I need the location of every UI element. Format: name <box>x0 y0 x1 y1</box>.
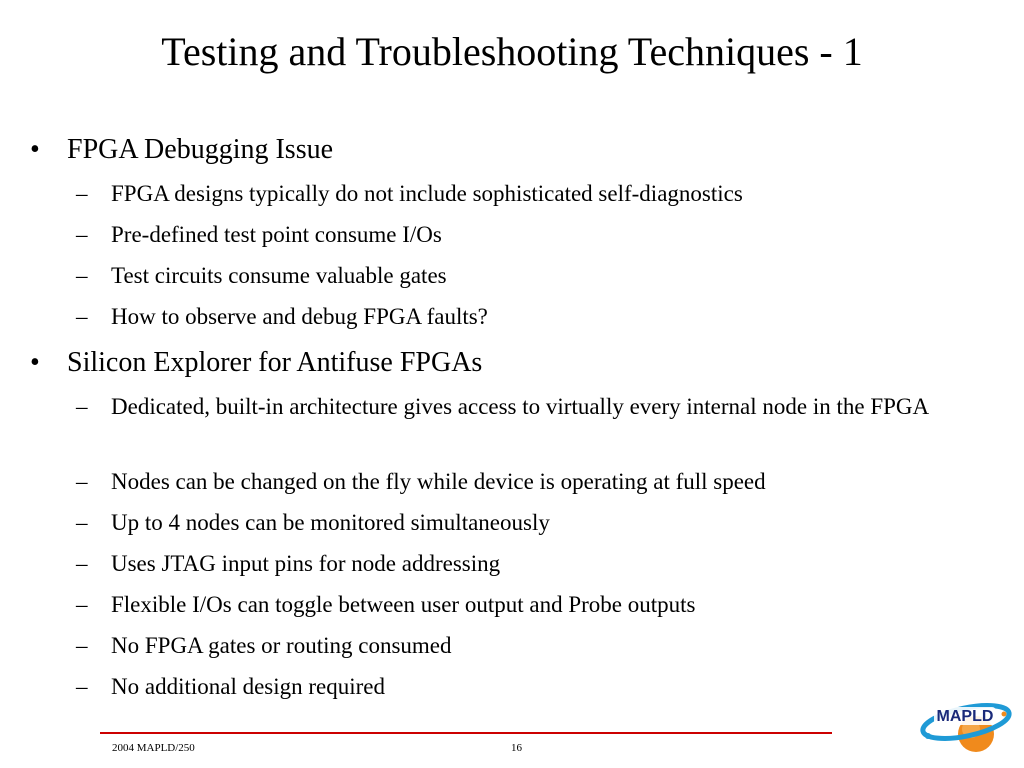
dash-marker: – <box>76 510 88 535</box>
sub-bullet-text: Pre-defined test point consume I/Os <box>111 222 442 247</box>
dash-marker: – <box>76 304 88 329</box>
dash-marker: – <box>76 551 88 576</box>
dash-marker: – <box>76 592 88 617</box>
sub-bullet-text: Up to 4 nodes can be monitored simultaneously <box>111 510 550 535</box>
sub-bullet-text: How to observe and debug FPGA faults? <box>111 304 488 329</box>
footer-divider <box>100 732 832 734</box>
sub-bullet-text: Flexible I/Os can toggle between user output and Probe outputs <box>111 592 696 617</box>
sub-bullet-text: FPGA designs typically do not include sophisticated self-diagnostics <box>111 181 743 206</box>
dash-marker: – <box>76 394 88 419</box>
sub-bullet-text: Dedicated, built-in architecture gives access to virtually every internal node in the FPGA <box>111 394 930 419</box>
dash-marker: – <box>76 674 88 699</box>
logo-moon <box>1002 712 1007 717</box>
slide-title: Testing and Troubleshooting Techniques - 1 <box>161 29 863 74</box>
logo-text: MAPLD <box>936 708 994 725</box>
dash-marker: – <box>76 633 88 658</box>
sub-bullet-text: Test circuits consume valuable gates <box>111 263 447 288</box>
sub-bullet-text: No additional design required <box>111 674 386 699</box>
sub-bullet-text: Uses JTAG input pins for node addressing <box>111 551 501 576</box>
sub-bullet-text: No FPGA gates or routing consumed <box>111 633 452 658</box>
dash-marker: – <box>76 469 88 494</box>
sub-bullet-text: Nodes can be changed on the fly while device is operating at full speed <box>111 469 766 494</box>
bullet-text: FPGA Debugging Issue <box>67 134 334 165</box>
dash-marker: – <box>76 181 88 206</box>
dash-marker: – <box>76 222 88 247</box>
logo-moon <box>925 733 931 739</box>
dash-marker: – <box>76 263 88 288</box>
bullet-text: Silicon Explorer for Antifuse FPGAs <box>67 347 483 378</box>
bullet-marker: • <box>30 134 40 165</box>
bullet-marker: • <box>30 347 40 378</box>
page-number: 16 <box>511 742 522 754</box>
mapld-logo-icon <box>916 690 1016 762</box>
footer-conference-label: 2004 MAPLD/250 <box>112 742 195 754</box>
